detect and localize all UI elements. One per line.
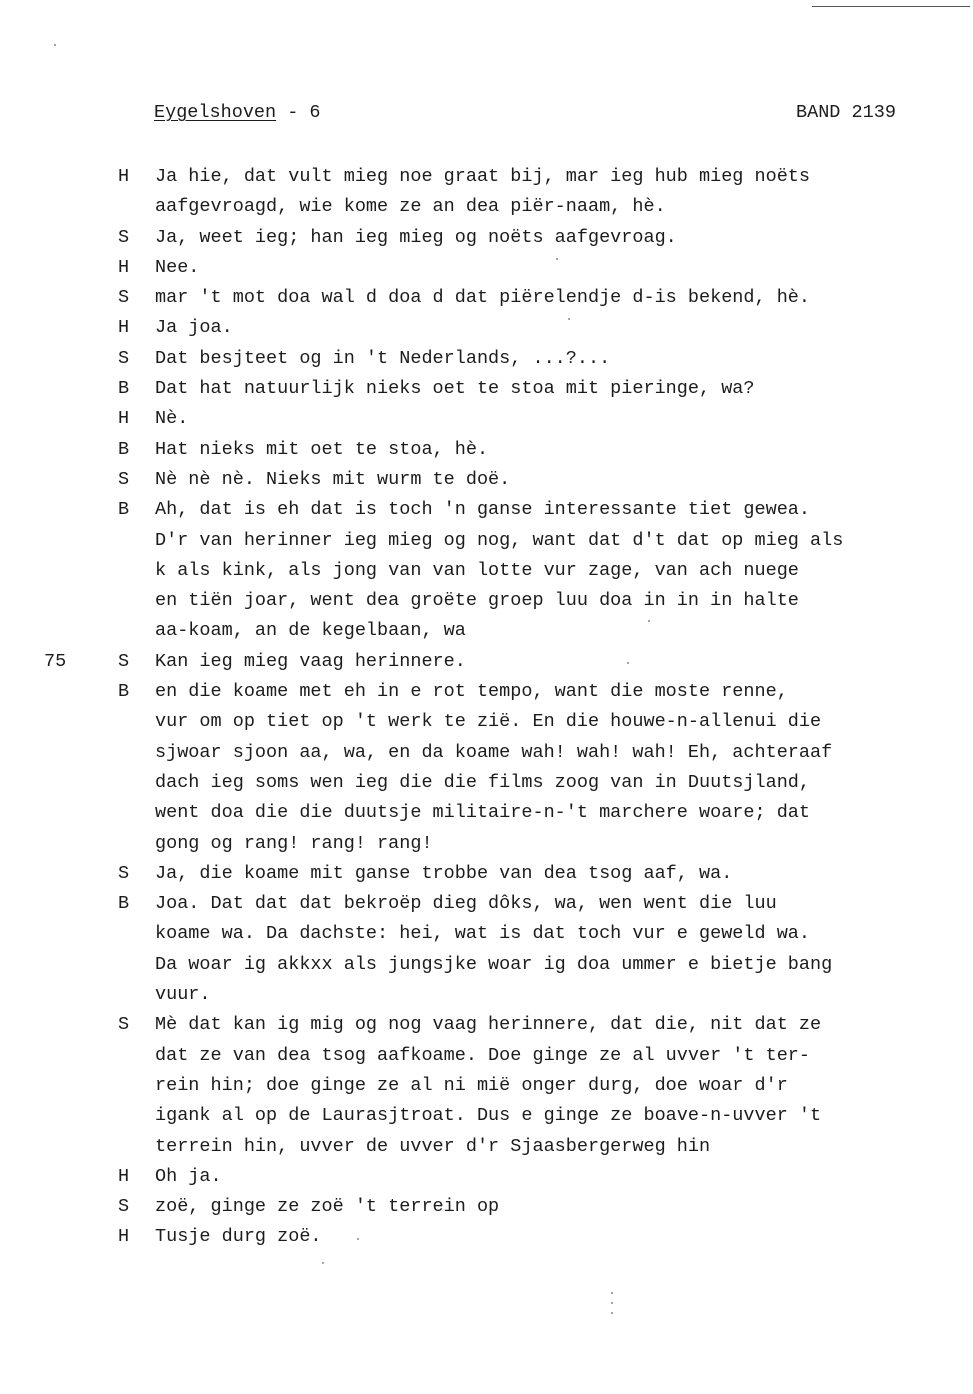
utterance-line: Ja, weet ieg; han ieg mieg og noëts aafgevroag. (155, 226, 677, 248)
utterance-line: Nè. (155, 408, 189, 430)
speaker-label: S (118, 650, 130, 672)
speaker-label: H (118, 1226, 130, 1248)
transcript-turn (0, 344, 973, 374)
utterance-line: Ja hie, dat vult mieg noe graat bij, mar ieg hub mieg noëts (155, 166, 811, 187)
utterance (155, 404, 973, 434)
utterance-line: aa-koam, an de kegelbaan, wa (155, 620, 466, 642)
utterance (155, 223, 973, 253)
utterance-line: Nè nè nè. Nieks mit wurm te doë. (155, 468, 511, 490)
utterance (155, 1162, 973, 1192)
utterance-line: sjwoar sjoon aa, wa, en da koame wah! wah! wah! Eh, achteraaf (155, 741, 833, 763)
utterance-line: Kan ieg mieg vaag herinnere. (155, 650, 466, 672)
utterance-line: Mè dat kan ig mig og nog vaag herinnere, dat die, nit dat ze (155, 1014, 822, 1036)
utterance (155, 889, 973, 1010)
utterance-line: terrein hin, uvver de uvver d'r Sjaasbergerweg hin (155, 1135, 711, 1157)
utterance (155, 313, 973, 343)
utterance-line: Da woar ig akkxx als jungsjke woar ig doa ummer e bietje bang (155, 953, 833, 975)
speaker-label: H (118, 408, 130, 430)
utterance-line: vuur. (155, 984, 211, 1006)
utterance-line: Oh ja. (155, 1165, 222, 1187)
speaker-label: B (118, 438, 130, 460)
utterance-line: vur om op tiet op 't werk te zië. En die houwe-n-allenui die (155, 711, 822, 733)
speaker-label: H (118, 317, 130, 339)
speaker-label: S (118, 347, 130, 369)
speaker-label: B (118, 893, 130, 915)
utterance-line: Tusje durg zoë. (155, 1226, 322, 1248)
utterance-line: dach ieg soms wen ieg die die films zoog van in Duutsjland, (155, 771, 811, 793)
utterance-line: Ja, die koame mit ganse trobbe van dea tsog aaf, wa. (155, 862, 733, 884)
utterance-line: Hat nieks mit oet te stoa, hè. (155, 438, 489, 460)
speaker-label: H (118, 256, 130, 278)
utterance-line: koame wa. Da dachste: hei, wat is dat toch vur e geweld wa. (155, 923, 811, 945)
utterance (155, 647, 973, 677)
utterance (155, 859, 973, 889)
utterance-line: rein hin; doe ginge ze al ni mië onger durg, doe woar d'r (155, 1074, 788, 1096)
utterance-line: en tiën joar, went dea groëte groep luu doa in in in halte (155, 590, 799, 612)
transcript-turn (0, 677, 973, 859)
utterance (155, 435, 973, 465)
transcript-turn (0, 647, 973, 677)
utterance-line: zoë, ginge ze zoë 't terrein op (155, 1196, 500, 1218)
utterance (155, 1010, 973, 1161)
utterance-line: mar 't mot doa wal d doa d dat piërelendje d-is bekend, hè. (155, 287, 811, 309)
utterance-line: gong og rang! rang! rang! (155, 832, 433, 854)
utterance (155, 1192, 973, 1222)
transcript (0, 162, 973, 1253)
utterance-line: Dat besjteet og in 't Nederlands, ...?... (155, 347, 611, 369)
utterance (155, 495, 973, 646)
transcript-turn (0, 1192, 973, 1222)
utterance-line: Joa. Dat dat dat bekroëp dieg dôks, wa, wen went die luu (155, 893, 777, 915)
transcript-turn (0, 859, 973, 889)
utterance-line: Dat hat natuurlijk nieks oet te stoa mit pieringe, wa? (155, 378, 755, 400)
speaker-label: B (118, 378, 130, 400)
utterance (155, 1222, 973, 1252)
top-rule (812, 6, 970, 7)
transcript-turn (0, 253, 973, 283)
transcript-turn (0, 223, 973, 253)
speaker-label: S (118, 468, 130, 490)
utterance-line: dat ze van dea tsog aafkoame. Doe ginge ze al uvver 't ter- (155, 1044, 811, 1066)
utterance (155, 465, 973, 495)
speaker-label: S (118, 287, 130, 309)
utterance-line: Ah, dat is eh dat is toch 'n ganse interessante tiet gewea. (155, 499, 811, 521)
transcript-turn (0, 465, 973, 495)
utterance-line: igank al op de Laurasjtroat. Dus e ginge ze boave-n-uvver 't (155, 1105, 822, 1127)
transcript-turn (0, 435, 973, 465)
transcript-turn (0, 889, 973, 1010)
utterance-line: en die koame met eh in e rot tempo, want die moste renne, (155, 681, 788, 703)
utterance (155, 283, 973, 313)
utterance (155, 677, 973, 859)
transcript-turn (0, 1222, 973, 1252)
speaker-label: S (118, 1196, 130, 1218)
utterance (155, 162, 973, 223)
transcript-turn (0, 1010, 973, 1161)
transcript-turn (0, 162, 973, 223)
utterance-line: aafgevroagd, wie kome ze an dea piër-naam, hè. (155, 196, 666, 218)
utterance (155, 253, 973, 283)
utterance-line: Ja joa. (155, 317, 233, 339)
utterance-line: Nee. (155, 256, 200, 278)
speaker-label: S (118, 862, 130, 884)
margin-line-number: 75 (44, 650, 67, 672)
speaker-label: S (118, 226, 130, 248)
transcript-turn (0, 283, 973, 313)
place-name: Eygelshoven (154, 102, 277, 123)
transcript-turn (0, 404, 973, 434)
utterance-line: k als kink, als jong van van lotte vur zage, van ach nuege (155, 559, 799, 581)
utterance (155, 344, 973, 374)
speaker-label: S (118, 1014, 130, 1036)
speaker-label: H (118, 166, 130, 187)
speaker-label: B (118, 499, 130, 521)
utterance (155, 374, 973, 404)
transcript-turn (0, 374, 973, 404)
utterance-line: went doa die die duutsje militaire-n-'t marchere woare; dat (155, 802, 811, 824)
speaker-label: B (118, 681, 130, 703)
page-header-left (154, 102, 321, 123)
speaker-label: H (118, 1165, 130, 1187)
transcript-turn (0, 1162, 973, 1192)
utterance-line: D'r van herinner ieg mieg og nog, want dat d't dat op mieg als (155, 529, 844, 551)
band-number: BAND 2139 (796, 102, 896, 123)
transcript-turn (0, 313, 973, 343)
page-number: - 6 (276, 102, 321, 123)
transcript-turn (0, 495, 973, 646)
